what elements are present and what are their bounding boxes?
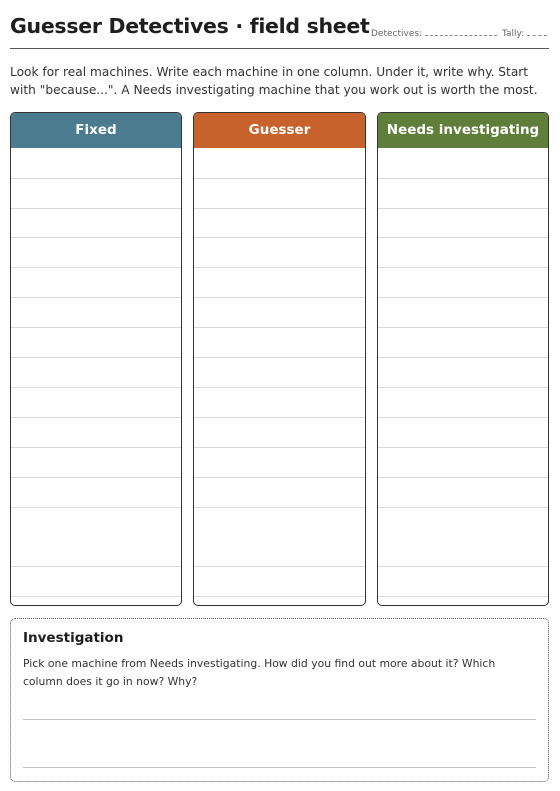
instructions: Look for real machines. Write each machine in one column. Under it, write why. Start with "because...". A Needs investigating machine that you work out is worth the most. xyxy=(10,65,538,97)
writing-line xyxy=(11,208,181,209)
writing-line xyxy=(194,297,365,298)
header-divider xyxy=(10,48,549,49)
writing-line xyxy=(194,596,365,597)
writing-line xyxy=(194,507,365,508)
writing-line xyxy=(11,387,181,388)
writing-line xyxy=(378,178,548,179)
column-header-needs-investigating: Needs investigating xyxy=(378,113,548,148)
column-fixed xyxy=(10,112,182,606)
writing-line xyxy=(378,237,548,238)
writing-line xyxy=(194,178,365,179)
writing-line xyxy=(378,357,548,358)
writing-line xyxy=(378,507,548,508)
writing-line xyxy=(11,237,181,238)
writing-line xyxy=(378,297,548,298)
writing-line xyxy=(11,507,181,508)
writing-line xyxy=(194,208,365,209)
writing-line xyxy=(11,327,181,328)
writing-line xyxy=(194,267,365,268)
writing-line xyxy=(194,477,365,478)
answer-line xyxy=(23,767,536,768)
writing-line xyxy=(194,357,365,358)
column-writing-area xyxy=(378,148,548,605)
writing-line xyxy=(11,477,181,478)
writing-line xyxy=(378,417,548,418)
page-title: Guesser Detectives · field sheet xyxy=(10,14,370,38)
column-writing-area xyxy=(11,148,181,605)
writing-line xyxy=(11,566,181,567)
column-needs-investigating xyxy=(377,112,549,606)
column-header-guesser: Guesser xyxy=(194,113,365,148)
answer-line xyxy=(23,719,536,720)
writing-line xyxy=(378,267,548,268)
investigation-box xyxy=(10,618,549,782)
tally-field xyxy=(502,26,547,39)
column-header-fixed: Fixed xyxy=(11,113,181,148)
writing-line xyxy=(378,208,548,209)
writing-line xyxy=(11,596,181,597)
writing-line xyxy=(194,447,365,448)
writing-line xyxy=(378,477,548,478)
detectives-blank xyxy=(425,26,497,36)
writing-line xyxy=(378,387,548,388)
writing-line xyxy=(194,327,365,328)
writing-line xyxy=(11,297,181,298)
investigation-prompt: Pick one machine from Needs investigating. How did you find out more about it? Which column does it go in now? Why? xyxy=(23,657,496,688)
writing-line xyxy=(194,417,365,418)
detectives-label: Detectives: xyxy=(371,29,423,39)
investigation-title: Investigation xyxy=(23,630,124,646)
writing-line xyxy=(194,566,365,567)
writing-line xyxy=(194,237,365,238)
tally-blank xyxy=(527,26,547,36)
tally-label: Tally: xyxy=(502,29,525,39)
writing-line xyxy=(11,178,181,179)
column-guesser xyxy=(193,112,366,606)
writing-line xyxy=(378,327,548,328)
column-writing-area xyxy=(194,148,365,605)
writing-line xyxy=(11,447,181,448)
writing-line xyxy=(11,267,181,268)
writing-line xyxy=(378,596,548,597)
writing-line xyxy=(378,447,548,448)
writing-line xyxy=(11,417,181,418)
writing-line xyxy=(11,357,181,358)
writing-line xyxy=(378,566,548,567)
detectives-field xyxy=(371,26,497,39)
writing-line xyxy=(194,387,365,388)
